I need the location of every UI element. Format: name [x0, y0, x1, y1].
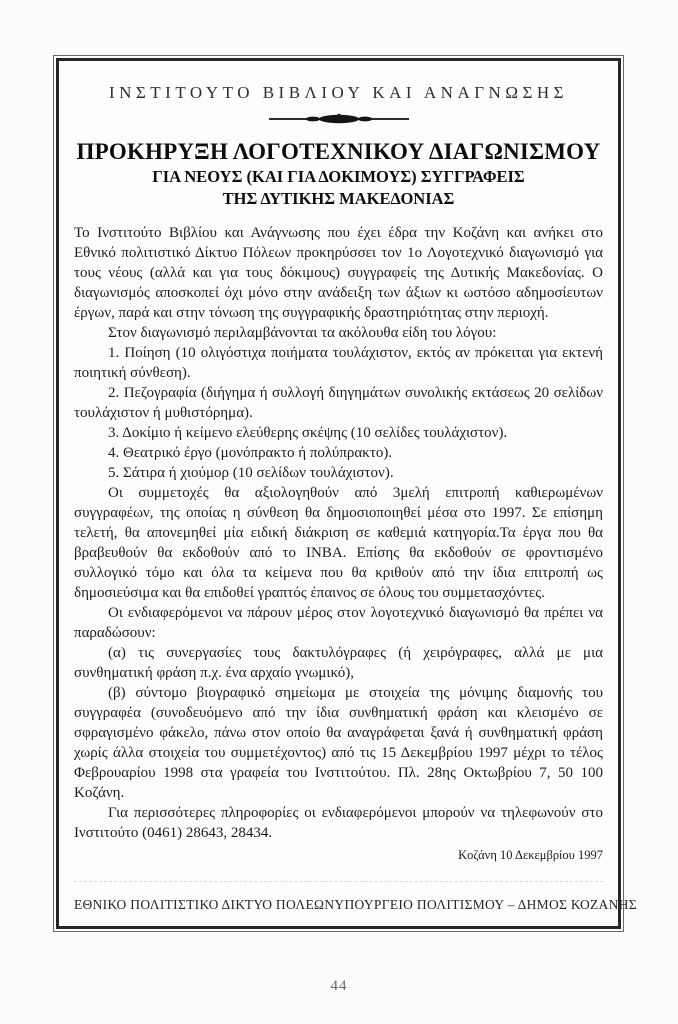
paragraph-genre-satire: 5. Σάτιρα ή χιούμορ (10 σελίδων τουλάχιστον).: [108, 465, 394, 481]
page-frame-inner: [56, 58, 637, 929]
paragraph-genres-intro: Στον διαγωνισμό περιλαμβάνονται τα ακόλουθα είδη του λόγου:: [108, 325, 497, 341]
date-line: Κοζάνη 10 Δεκεμβρίου 1997: [458, 848, 603, 862]
fleuron-divider-icon: [74, 112, 603, 126]
competition-subtitle-audience: ΓΙΑ ΝΕΟΥΣ (ΚΑΙ ΓΙΑ ΔΟΚΙΜΟΥΣ) ΣΥΓΓΡΑΦΕΙΣ: [152, 167, 525, 186]
paragraph-jury-and-awards: Οι συμμετοχές θα αξιολογηθούν από 3μελή επιτροπή καθιερωμένων συγγραφέων, της οποίας η σύνθεση θα δημοσιοποιηθεί μέσα στο 1997. Σε επίσημη τελετή, θα απονεμηθεί μία ειδική διάκριση σε καθεμιά κατηγορία.Τα έργα που θα βραβευθούν θα εκδοθούν από το ΙΝΒΑ. Επίσης θα εκδοθούν σε φροντισμένο συλλογικό τόμο και όλα τα κείμενα που θα κριθούν από την ίδια επιτροπή ως δημοσιεύσιμα και θα επιδοθεί γραπτός έπαινος σε όλους του συμμετασχόντες.: [74, 485, 603, 601]
paragraph-genre-theatre: 4. Θεατρικό έργο (μονόπρακτο ή πολύπρακτο).: [108, 445, 393, 461]
page-number: 44: [330, 978, 348, 994]
announcement-body: [74, 223, 603, 843]
competition-subtitle-region: ΤΗΣ ΔΥΤΙΚΗΣ ΜΑΚΕΔΟΝΙΑΣ: [222, 189, 455, 208]
institute-header: ΙΝΣΤΙΤΟΥΤΟ ΒΙΒΛΙΟΥ ΚΑΙ ΑΝΑΓΝΩΣΗΣ: [108, 83, 569, 102]
competition-title: ΠΡΟΚΗΡΥΞΗ ΛΟΓΟΤΕΧΝΙΚΟΥ ΔΙΑΓΩΝΙΣΜΟΥ: [76, 139, 601, 164]
paragraph-submission-item-b: (β) σύντομο βιογραφικό σημείωμα με στοιχεία της μόνιμης διαμονής του συγγραφέα (συνοδευόμενο από την ίδια συνθηματική φράση και κλεισμένο σε σφραγισμένο φάκελο, πάνω στον οποίο θα αναγράφεται ξανά ή συνθηματική φράση χωρίς άλλα στοιχεία του συμμετέχοντος) από τις 15 Δεκεμβρίου 1997 μέχρι το τέλος Φεβρουαρίου 1998 στα γραφεία του Ινστιτούτου. Πλ. 28ης Οκτωβρίου 7, 50 100 Κοζάνη.: [74, 685, 603, 801]
scan-artifact-line: [74, 881, 603, 882]
footer: [74, 881, 637, 926]
paragraph-contact-info: Για περισσότερες πληροφορίες οι ενδιαφερόμενοι μπορούν να τηλεφωνούν στο Ινστιτούτο (0461) 28643, 28434.: [74, 805, 603, 841]
paragraph-genre-poetry: 1. Ποίηση (10 ολιγόστιχα ποιήματα τουλάχιστον, εκτός αν πρόκειται για εκτενή ποιητική σύνθεση).: [74, 345, 603, 381]
footer-left-label: ΕΘΝΙΚΟ ΠΟΛΙΤΙΣΤΙΚΟ ΔΙΚΤΥΟ ΠΟΛΕΩΝ: [74, 897, 335, 912]
footer-right-label: ΥΠΟΥΡΓΕΙΟ ΠΟΛΙΤΙΣΜΟΥ – ΔΗΜΟΣ ΚΟΖΑΝΗΣ: [334, 897, 637, 912]
page-frame: [53, 55, 637, 932]
paragraph-submission-intro: Οι ενδιαφερόμενοι να πάρουν μέρος στον λογοτεχνικό διαγωνισμό θα πρέπει να παραδώσουν:: [74, 605, 603, 641]
paragraph-intro: Το Ινστιτούτο Βιβλίου και Ανάγνωσης που έχει έδρα την Κοζάνη και ανήκει στο Εθνικό πολιτιστικό Δίκτυο Πόλεων προκηρύσσει τον 1ο Λογοτεχνικό διαγωνισμό για τους νέους (αλλά και για τους δόκιμους) συγγραφείς της Δυτικής Μακεδονίας. Ο διαγωνισμός αποσκοπεί όχι μόνο στην ανάδειξη των άξιων κι ωστόσο αδημοσίευτων έργων, παρά και στην τόνωση της συγγραφικής δραστηριότητας στην περιοχή.: [74, 225, 603, 321]
paragraph-submission-item-a: (α) τις συνεργασίες τους δακτυλόγραφες (ή χειρόγραφες, αλλά με μια συνθηματική φράση π.χ. ένα αρχαίο γνωμικό),: [74, 645, 603, 681]
paragraph-genre-prose: 2. Πεζογραφία (διήγημα ή συλλογή διηγημάτων συνολικής εκτάσεως 20 σελίδων τουλάχιστον ή μυθιστόρημα).: [74, 385, 603, 421]
paragraph-genre-essay: 3. Δοκίμιο ή κείμενο ελεύθερης σκέψης (10 σελίδες τουλάχιστον).: [108, 425, 508, 441]
